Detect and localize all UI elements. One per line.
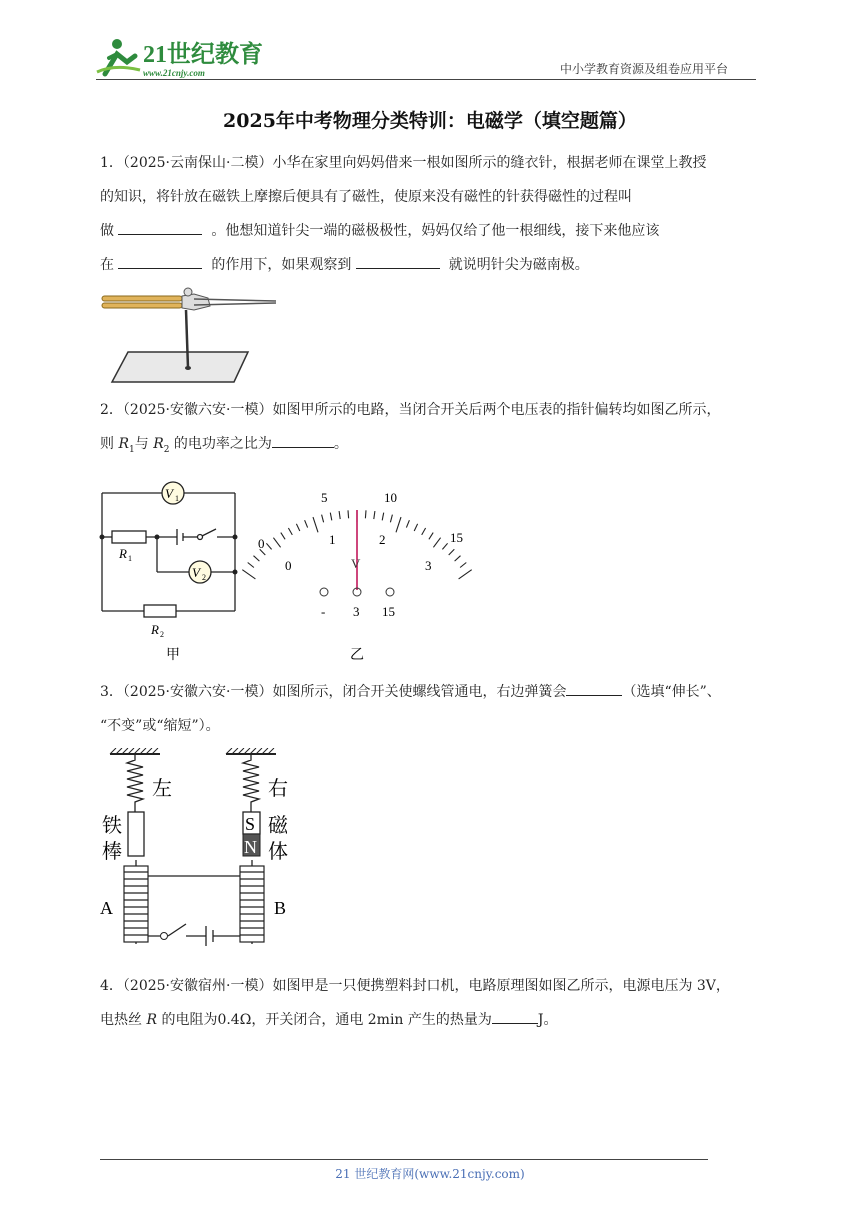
q1-line1: 1．（2025·云南保山·二模）小华在家里向妈妈借来一根如图所示的缝衣针，根据老师在课堂上教授 — [100, 155, 707, 171]
dial-tick — [330, 513, 332, 521]
svg-text:10: 10 — [384, 490, 397, 505]
dial-tick — [422, 528, 426, 535]
svg-text:磁: 磁 — [268, 815, 288, 837]
svg-text:V: V — [351, 556, 361, 571]
svg-text:1: 1 — [329, 532, 336, 547]
dial-tick — [313, 517, 318, 532]
svg-text:1: 1 — [175, 494, 179, 503]
q1-line3: 做 。他想知道针尖一端的磁极极性，妈妈仅给了他一根细线，接下来他应该 — [100, 214, 764, 248]
svg-text:甲: 甲 — [166, 648, 180, 663]
svg-text:0: 0 — [285, 558, 292, 573]
page-title: 2025年中考物理分类特训：电磁学（填空题篇） — [223, 110, 637, 132]
q1-blank-3[interactable] — [356, 254, 440, 269]
svg-text:B: B — [274, 898, 287, 918]
dial-tick — [348, 510, 349, 518]
coil-left — [124, 866, 148, 942]
dial-tick — [382, 513, 384, 521]
logo-text: 21世纪教育 — [143, 42, 263, 68]
svg-text:S: S — [245, 814, 256, 834]
dial-tick — [254, 556, 260, 561]
svg-text:体: 体 — [268, 841, 288, 863]
dial-tick — [429, 533, 433, 540]
svg-text:15: 15 — [450, 530, 463, 545]
dial-tick — [288, 528, 292, 535]
dial-tick — [455, 556, 461, 561]
q3-line1: 3．（2025·安徽六安·一模）如图所示，闭合开关使螺线管通电，右边弹簧会 （选填“伸长”、 — [100, 675, 764, 709]
q1-needle-figure — [98, 284, 278, 386]
footer-text: 21 世纪教育网(www.21cnjy.com) — [335, 1167, 525, 1181]
q4-blank[interactable] — [492, 1009, 538, 1024]
svg-text:V: V — [165, 486, 173, 501]
dial-tick — [296, 524, 299, 531]
svg-text:R: R — [151, 622, 159, 637]
q2-blank[interactable] — [272, 433, 334, 448]
header-platform-text: 中小学教育资源及组卷应用平台 — [560, 62, 729, 76]
svg-text:1: 1 — [128, 554, 132, 563]
dial-tick — [414, 524, 417, 531]
svg-text:2: 2 — [202, 573, 206, 582]
q4-line1: 4．（2025·安徽宿州·一模）如图甲是一只便携塑料封口机，电路原理图如图乙所示，电源电压为 3V， — [100, 978, 730, 994]
dial-tick — [322, 515, 324, 523]
q1-line2: 的知识，将针放在磁铁上摩擦后便具有了磁性，使原来没有磁性的针获得磁性的过程叫 — [100, 189, 632, 205]
footer-divider — [100, 1159, 708, 1160]
coil-right — [240, 866, 264, 942]
dial-tick — [266, 543, 271, 549]
svg-text:铁: 铁 — [102, 815, 122, 837]
header-divider — [96, 79, 756, 80]
dial-tick — [433, 538, 440, 548]
q2-line1: 2．（2025·安徽六安·一模）如图甲所示的电路，当闭合开关后两个电压表的指针偏转均如图乙所示， — [100, 402, 721, 418]
question-2 — [100, 393, 764, 467]
svg-text:R: R — [119, 546, 127, 561]
dial-tick — [442, 543, 447, 549]
svg-text:A: A — [100, 898, 113, 918]
question-4 — [100, 969, 764, 1037]
q1-blank-1[interactable] — [118, 220, 202, 235]
dial-tick — [449, 549, 455, 555]
svg-text:N: N — [244, 837, 257, 857]
svg-text:乙: 乙 — [350, 648, 364, 663]
question-3 — [100, 675, 764, 743]
voltmeter-dial-b — [242, 490, 471, 663]
q1-blank-2[interactable] — [118, 254, 202, 269]
svg-text:棒: 棒 — [102, 841, 122, 863]
question-1 — [100, 146, 764, 282]
q2-figures — [92, 480, 482, 665]
dial-tick — [459, 570, 472, 579]
q3-line2: “不变”或“缩短”）。 — [100, 718, 220, 734]
dial-tick — [406, 520, 409, 527]
dial-tick — [273, 538, 280, 548]
dial-tick — [374, 511, 375, 519]
svg-text:2: 2 — [160, 630, 164, 639]
svg-text:右: 右 — [268, 778, 288, 800]
svg-text:3: 3 — [425, 558, 432, 573]
q2-line2: 则 $R_1$与 $R_2$ 的电功率之比为 。 — [100, 427, 764, 467]
dial-tick — [242, 570, 255, 579]
svg-text:3: 3 — [353, 604, 360, 619]
svg-text:-: - — [321, 604, 326, 619]
runner-icon — [97, 39, 140, 74]
dial-tick — [281, 533, 285, 540]
dial-tick — [339, 511, 340, 519]
dial-tick — [390, 515, 392, 523]
logo-url: www.21cnjy.com — [143, 68, 205, 78]
dial-tick — [365, 510, 366, 518]
q4-line2: 电热丝 R 的电阻为0.4Ω，开关闭合，通电 2min 产生的热量为 J。 — [100, 1003, 764, 1037]
svg-text:5: 5 — [321, 490, 328, 505]
q3-solenoid-figure — [96, 748, 306, 954]
site-logo — [95, 34, 265, 82]
dial-tick — [248, 563, 254, 568]
dial-tick — [305, 520, 308, 527]
svg-text:2: 2 — [379, 532, 386, 547]
svg-text:15: 15 — [382, 604, 395, 619]
svg-text:V: V — [192, 565, 200, 580]
dial-tick — [460, 563, 466, 568]
q3-blank[interactable] — [566, 681, 622, 696]
dial-tick — [396, 517, 401, 532]
svg-text:0: 0 — [258, 536, 265, 551]
q1-line4: 在 的作用下，如果观察到 就说明针尖为磁南极。 — [100, 248, 764, 282]
svg-text:左: 左 — [152, 778, 172, 800]
